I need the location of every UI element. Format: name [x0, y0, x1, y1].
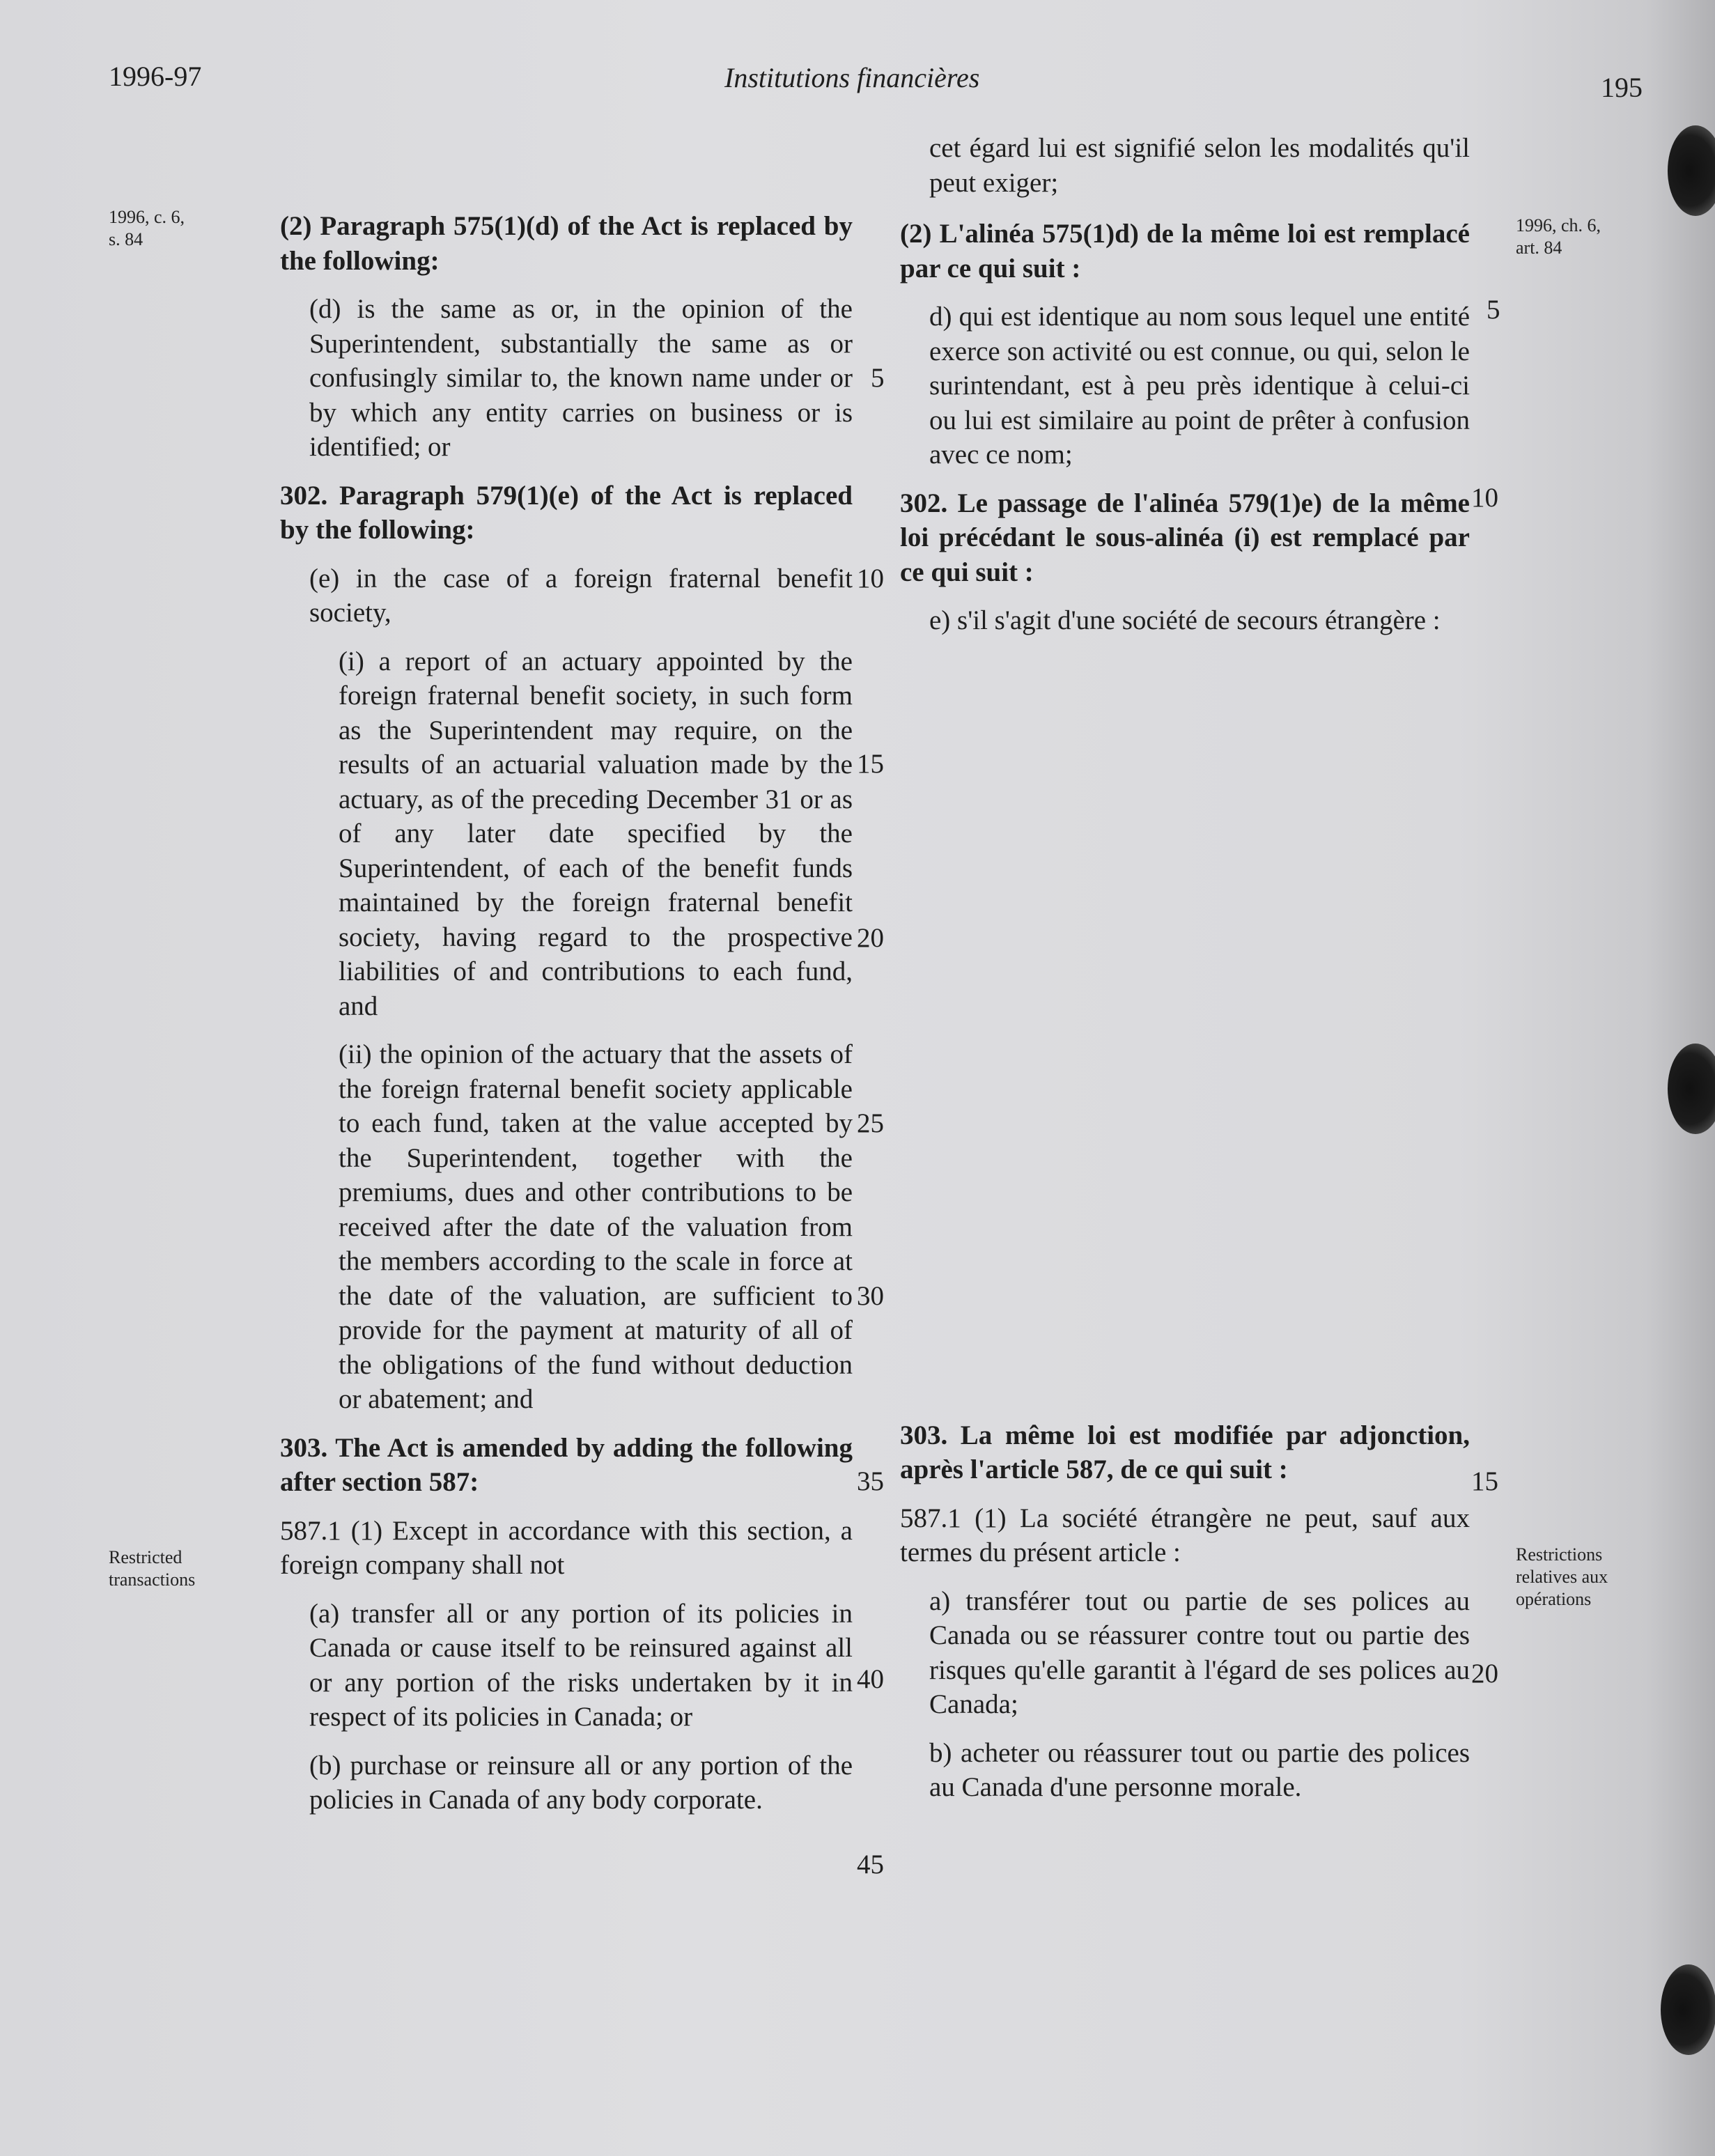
header-title: Institutions financières — [724, 62, 980, 93]
en-line-number: 20 — [857, 923, 884, 953]
fr-line-number: 10 — [1471, 483, 1498, 513]
en-paragraph-b: (b) purchase or reinsure all or any portion of the policies in Canada of any body corporate. — [309, 1750, 853, 1815]
fr-paragraph-a: a) transférer tout ou partie de ses polices au Canada ou se réassurer contre tout ou partie des risques qu'elle garantit à l'égard de ses polices au Canada; — [929, 1585, 1470, 1719]
fr-paragraph-d: d) qui est identique au nom sous lequel une entité exerce son activité ou est connue, ou qui, selon le surintendant, est à peu près identique à celui-ci ou lui est similaire au point de prêter à confusion avec ce nom; — [929, 302, 1470, 470]
en-line-number: 45 — [857, 1849, 884, 1879]
fr-line-number: 20 — [1471, 1659, 1498, 1689]
en-line-number: 25 — [857, 1108, 884, 1138]
en-subparagraph-ii: (ii) the opinion of the actuary that the assets of the foreign fraternal benefit society applicable to each fund, taken at the value accepted by the Superintendent, together with the premiums, dues and other contributions to be received after the date of the valuation from the members according to the scale in force at the date of the valuation, are sufficient to provide for the payment at maturity of all of the obligations of the fund without deduction or abatement; and — [339, 1039, 853, 1414]
fr-section-302-heading: 302. Le passage de l'alinéa 579(1)e) de la même loi précédant le sous-alinéa (i) est remplacé par ce qui suit : — [900, 488, 1470, 587]
english-column — [280, 209, 853, 1831]
margin-note-restrictions: Restrictions relatives aux opérations — [1516, 1544, 1608, 1609]
fr-section-303-heading: 303. La même loi est modifiée par adjonction, après l'article 587, de ce qui suit : — [900, 1420, 1470, 1484]
fr-subsection-2-heading: (2) L'alinéa 575(1)d) de la même loi est remplacé par ce qui suit : — [900, 219, 1470, 284]
page-number: 195 — [1601, 72, 1643, 103]
en-section-302-heading: 302. Paragraph 579(1)(e) of the Act is replaced by the following: — [280, 480, 853, 545]
fr-paragraph-e: e) s'il s'agit d'une société de secours étrangère : — [929, 605, 1441, 635]
en-paragraph-a: (a) transfer all or any portion of its policies in Canada or cause itself to be reinsured against all or any portion of the risks undertaken by it in respect of its policies in Canada; or — [309, 1598, 853, 1732]
en-line-number: 15 — [857, 749, 884, 779]
en-paragraph-e: (e) in the case of a foreign fraternal benefit society, — [309, 563, 853, 628]
en-line-number: 10 — [857, 564, 884, 594]
margin-note-citation-fr: 1996, ch. 6, art. 84 — [1516, 215, 1601, 258]
fr-section-587-1: 587.1 (1) La société étrangère ne peut, sauf aux termes du présent article : — [900, 1503, 1470, 1567]
fr-carry-over: cet égard lui est signifié selon les modalités qu'il peut exiger; — [929, 133, 1470, 198]
margin-note-citation-en: 1996, c. 6, s. 84 — [109, 207, 185, 249]
binder-hole — [1668, 1044, 1715, 1134]
en-subsection-2-heading: (2) Paragraph 575(1)(d) of the Act is replaced by the following: — [280, 211, 853, 276]
binder-hole — [1668, 125, 1715, 216]
en-section-587-1: 587.1 (1) Except in accordance with this section, a foreign company shall not — [280, 1515, 853, 1580]
en-line-number: 30 — [857, 1281, 884, 1311]
fr-line-number: 5 — [1487, 295, 1500, 325]
fr-paragraph-b: b) acheter ou réassurer tout ou partie des polices au Canada d'une personne morale. — [929, 1737, 1470, 1802]
en-line-number: 5 — [871, 363, 885, 393]
en-line-number: 35 — [857, 1466, 884, 1496]
french-column — [900, 131, 1470, 1819]
en-section-303-heading: 303. The Act is amended by adding the following after section 587: — [280, 1432, 853, 1497]
en-line-number: 40 — [857, 1664, 884, 1694]
en-paragraph-d: (d) is the same as or, in the opinion of the Superintendent, substantially the same as or confusingly similar to, the known name under or by which any entity carries on business or is identified; or — [309, 294, 853, 462]
margin-note-restricted-transactions: Restricted transactions — [109, 1547, 196, 1590]
binder-hole — [1661, 1964, 1715, 2055]
header-year: 1996-97 — [109, 61, 202, 92]
fr-line-number: 15 — [1471, 1466, 1498, 1496]
en-subparagraph-i: (i) a report of an actuary appointed by the foreign fraternal benefit society, in such form as the Superintendent may require, on the results of an actuarial valuation made by the actuary, as of the preceding December 31 or as of any later date specified by the Superintendent, of each of the benefit funds maintained by the foreign fraternal benefit society, having regard to the prospective liabilities of and contributions to each fund, and — [339, 646, 853, 1021]
